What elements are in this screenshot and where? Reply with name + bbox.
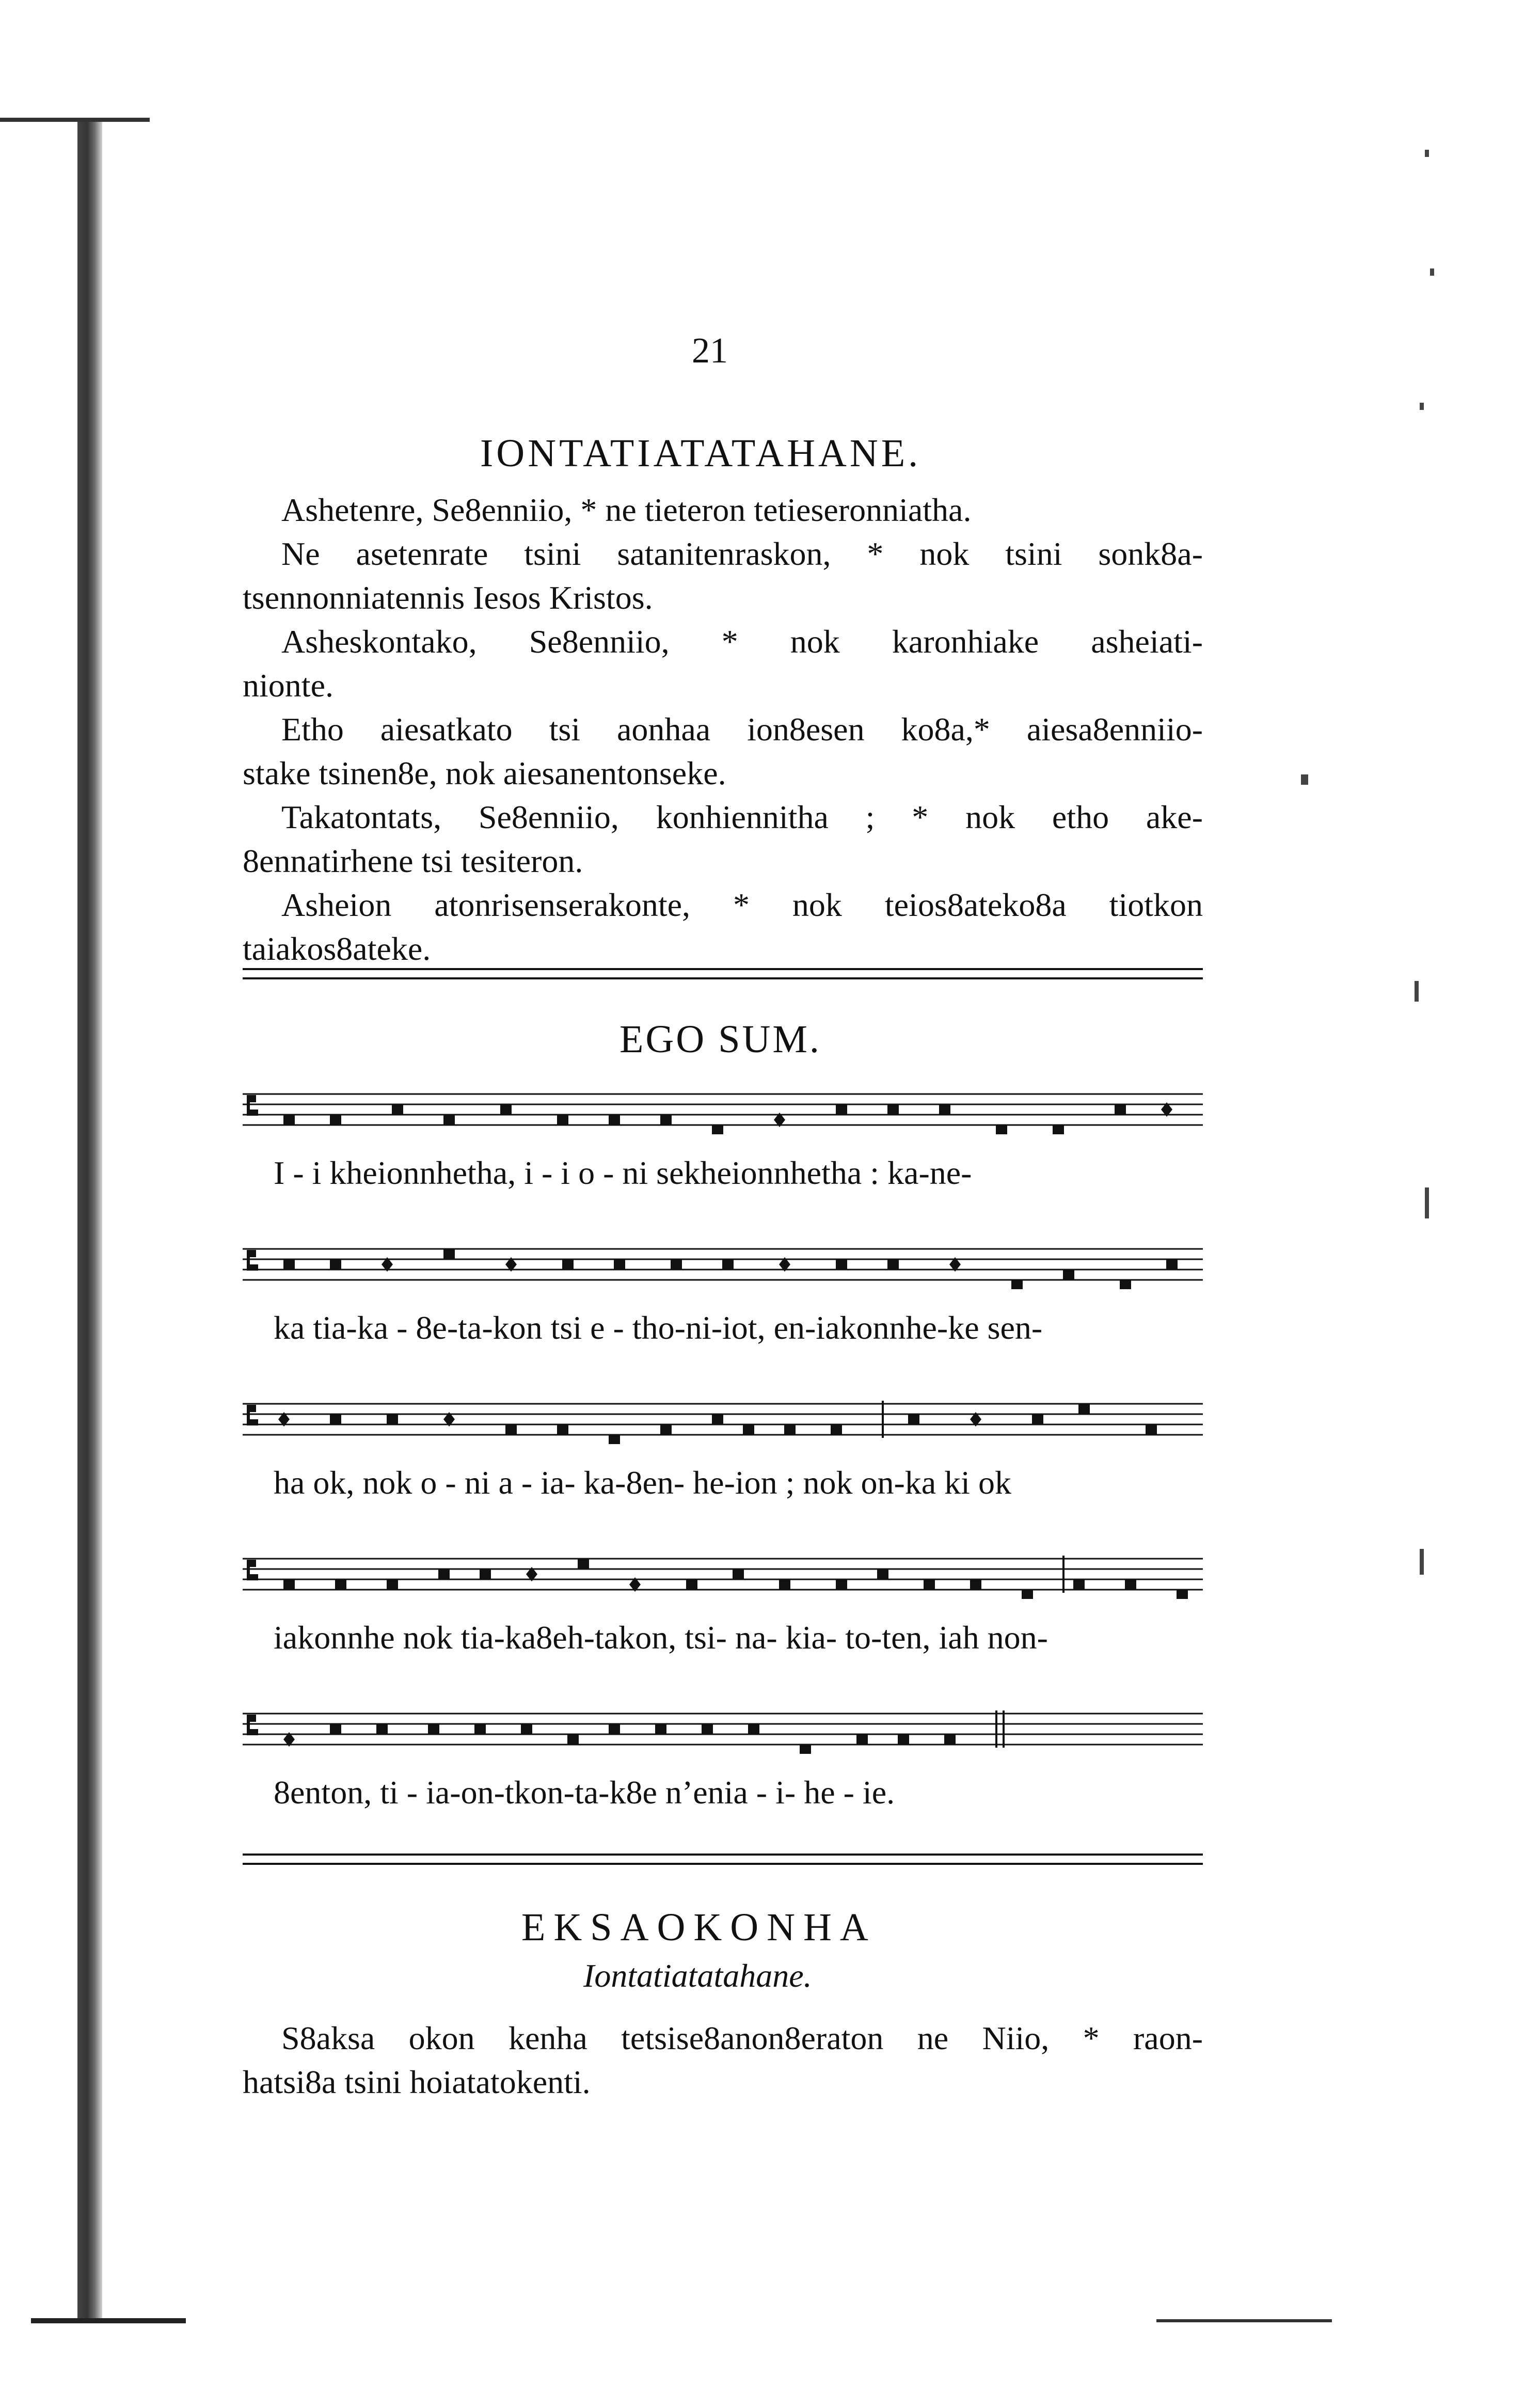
square-note bbox=[335, 1579, 346, 1590]
square-note bbox=[877, 1569, 888, 1580]
square-note bbox=[908, 1414, 919, 1425]
verse-line: Asheion atonrisenserakonte, * nok teios8ateko8a tiotkon bbox=[281, 886, 1203, 923]
page-top-edge bbox=[0, 118, 150, 122]
square-note bbox=[614, 1259, 625, 1270]
square-note bbox=[655, 1723, 666, 1735]
square-note bbox=[712, 1124, 723, 1134]
verse-line: Ashetenre, Se8enniio, * ne tieteron tetieseronniatha. bbox=[281, 492, 972, 528]
square-note bbox=[702, 1723, 713, 1735]
square-note bbox=[1078, 1403, 1090, 1415]
page-bottom-mark bbox=[1156, 2319, 1332, 2322]
square-note bbox=[712, 1414, 723, 1425]
chant-staff-2 bbox=[243, 1242, 1203, 1289]
square-note bbox=[557, 1424, 568, 1435]
verse bbox=[243, 2016, 1203, 2104]
chant-lyric-2: ka tia-ka - 8e-ta-kon tsi e - tho-ni-iot, en-iakonnhe-ke sen- bbox=[274, 1309, 1043, 1346]
square-note bbox=[856, 1734, 868, 1745]
clef-mark bbox=[247, 1405, 258, 1425]
square-note bbox=[1177, 1589, 1188, 1599]
clef-mark bbox=[247, 1715, 258, 1735]
verse-line: Asheskontako, Se8enniio, * nok karonhiake asheiati- bbox=[281, 623, 1203, 660]
square-note bbox=[557, 1114, 568, 1126]
clef-mark bbox=[247, 1250, 258, 1271]
square-note bbox=[939, 1104, 950, 1115]
square-note bbox=[283, 1579, 295, 1590]
verse bbox=[243, 795, 1203, 883]
square-note bbox=[392, 1104, 403, 1115]
square-note bbox=[1125, 1579, 1136, 1590]
verse-line: stake tsinen8e, nok aiesanentonseke. bbox=[243, 755, 726, 791]
square-note bbox=[283, 1259, 295, 1270]
square-note bbox=[443, 1248, 455, 1260]
prayer-text bbox=[243, 488, 1203, 971]
verse bbox=[243, 620, 1203, 707]
square-note bbox=[898, 1734, 909, 1745]
square-note bbox=[1166, 1259, 1178, 1270]
square-note bbox=[671, 1259, 682, 1270]
verse-line: Ne asetenrate tsini satanitenraskon, * nok tsini sonk8a- bbox=[281, 535, 1203, 572]
section-title: EKSAOKONHA bbox=[521, 1906, 877, 1949]
square-note bbox=[944, 1734, 956, 1745]
verse-line: hatsi8a tsini hoiatatokenti. bbox=[243, 2064, 591, 2100]
square-note bbox=[836, 1259, 847, 1270]
square-note bbox=[521, 1723, 532, 1735]
verse bbox=[243, 488, 1203, 532]
verse-line: 8ennatirhene tsi tesiteron. bbox=[243, 843, 583, 879]
square-note bbox=[474, 1723, 486, 1735]
square-note bbox=[1115, 1104, 1126, 1115]
square-note bbox=[996, 1124, 1007, 1134]
verse-line: S8aksa okon kenha tetsise8anon8eraton ne Niio, * raon- bbox=[281, 2020, 1203, 2056]
square-note bbox=[784, 1424, 796, 1435]
square-note bbox=[686, 1579, 697, 1590]
square-note bbox=[1011, 1279, 1023, 1289]
square-note bbox=[887, 1259, 899, 1270]
page-binding-edge bbox=[77, 119, 102, 2318]
square-note bbox=[283, 1114, 295, 1126]
square-note bbox=[567, 1734, 579, 1745]
square-note bbox=[970, 1579, 981, 1590]
square-note bbox=[1032, 1414, 1043, 1425]
square-note bbox=[660, 1424, 672, 1435]
square-note bbox=[438, 1569, 450, 1580]
verse bbox=[243, 532, 1203, 620]
square-note bbox=[387, 1579, 398, 1590]
square-note bbox=[428, 1723, 439, 1735]
square-note bbox=[330, 1414, 341, 1425]
section-divider bbox=[243, 1853, 1203, 1865]
square-note bbox=[500, 1104, 512, 1115]
verse-line: nionte. bbox=[243, 667, 333, 704]
clef-mark bbox=[247, 1560, 258, 1580]
square-note bbox=[609, 1723, 620, 1735]
square-note bbox=[376, 1723, 388, 1735]
square-note bbox=[443, 1114, 455, 1126]
chant-lyric-4: iakonnhe nok tia-ka8eh-takon, tsi- na- kia- to-ten, iah non- bbox=[274, 1619, 1048, 1656]
square-note bbox=[733, 1569, 744, 1580]
chant-lyric-5: 8enton, ti - ia-on-tkon-ta-k8e n’enia - i- he - ie. bbox=[274, 1774, 895, 1811]
square-note bbox=[387, 1414, 398, 1425]
chant-lyric-1: I - i kheionnhetha, i - i o - ni sekheionnhetha : ka-ne- bbox=[274, 1154, 972, 1191]
section-divider bbox=[243, 968, 1203, 979]
square-note bbox=[330, 1259, 341, 1270]
square-note bbox=[1120, 1279, 1131, 1289]
chant-staff-1 bbox=[243, 1087, 1203, 1134]
square-note bbox=[887, 1104, 899, 1115]
square-note bbox=[609, 1434, 620, 1444]
square-note bbox=[924, 1579, 935, 1590]
square-note bbox=[836, 1104, 847, 1115]
square-note bbox=[330, 1114, 341, 1126]
chant-staff-5 bbox=[243, 1706, 1203, 1754]
verse-line: tsennonniatennis Iesos Kristos. bbox=[243, 579, 653, 616]
verse bbox=[243, 883, 1203, 971]
square-note bbox=[831, 1424, 842, 1435]
section-subtitle: Iontatiatatahane. bbox=[583, 1957, 812, 1994]
square-note bbox=[1022, 1589, 1033, 1599]
section-title: IONTATIATATAHANE. bbox=[480, 432, 922, 475]
square-note bbox=[1073, 1579, 1085, 1590]
square-note bbox=[748, 1723, 759, 1735]
chant-staff-4 bbox=[243, 1551, 1203, 1599]
square-note bbox=[505, 1424, 517, 1435]
square-note bbox=[779, 1579, 790, 1590]
clef-mark bbox=[247, 1095, 258, 1116]
square-note bbox=[1063, 1269, 1074, 1280]
chant-lyric-3: ha ok, nok o - ni a - ia- ka-8en- he-ion ; nok on-ka ki ok bbox=[274, 1464, 1011, 1501]
square-note bbox=[578, 1558, 589, 1570]
chant-title: EGO SUM. bbox=[619, 1018, 821, 1061]
square-note bbox=[562, 1259, 574, 1270]
square-note bbox=[609, 1114, 620, 1126]
square-note bbox=[660, 1114, 672, 1126]
square-note bbox=[743, 1424, 754, 1435]
page-number: 21 bbox=[692, 331, 728, 371]
verse bbox=[243, 707, 1203, 795]
chant-staff-3 bbox=[243, 1397, 1203, 1444]
square-note bbox=[480, 1569, 491, 1580]
square-note bbox=[722, 1259, 734, 1270]
square-note bbox=[1146, 1424, 1157, 1435]
page-bottom-edge bbox=[31, 2318, 186, 2323]
square-note bbox=[330, 1723, 341, 1735]
square-note bbox=[800, 1744, 811, 1754]
verse-line: Etho aiesatkato tsi aonhaa ion8esen ko8a,* aiesa8enniio- bbox=[281, 711, 1203, 748]
square-note bbox=[1053, 1124, 1064, 1134]
square-note bbox=[836, 1579, 847, 1590]
prayer-text bbox=[243, 2016, 1203, 2104]
verse-line: taiakos8ateke. bbox=[243, 930, 431, 967]
verse-line: Takatontats, Se8enniio, konhiennitha ; * nok etho ake- bbox=[281, 799, 1203, 835]
